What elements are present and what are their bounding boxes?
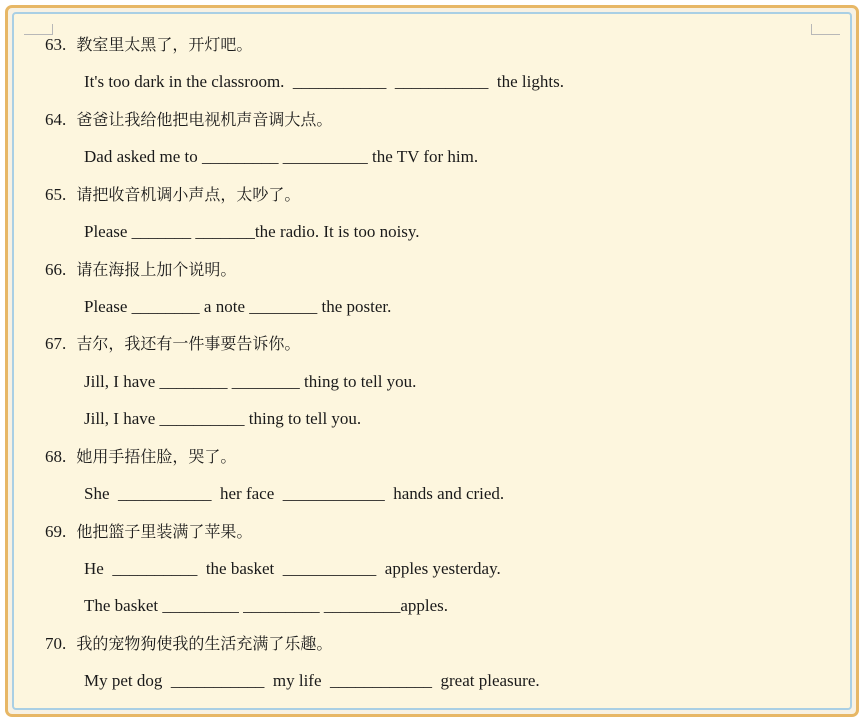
question-text: 吉尔，我还有一件事要告诉你。 — [76, 334, 301, 353]
question-number: 64. — [45, 110, 67, 129]
question-70 — [45, 634, 332, 654]
question-text: 爸爸让我给他把电视机声音调大点。 — [76, 110, 333, 129]
question-66 — [45, 260, 236, 280]
answer-line-67b: Jill, I have __________ thing to tell you. — [84, 409, 362, 428]
answer-line-70: My pet dog ___________ my life ____________ great pleasure. — [84, 671, 540, 690]
answer-line-65: Please _______ _______the radio. It is too noisy. — [84, 222, 420, 241]
question-text: 她用手捂住脸，哭了。 — [76, 447, 237, 466]
question-number: 68. — [45, 447, 67, 466]
question-65 — [45, 185, 300, 205]
question-number: 67. — [45, 334, 67, 353]
question-68 — [45, 447, 236, 467]
corner-mark-top-left — [24, 24, 53, 35]
question-67 — [45, 334, 300, 354]
question-number: 63. — [45, 35, 67, 54]
answer-line-69b: The basket _________ _________ _________apples. — [84, 596, 449, 615]
question-text: 请在海报上加个说明。 — [76, 260, 237, 279]
answer-line-64: Dad asked me to _________ __________ the TV for him. — [84, 147, 479, 166]
answer-line-68: She ___________ her face ____________ hands and cried. — [84, 484, 505, 503]
question-text: 他把篮子里装满了苹果。 — [76, 522, 253, 541]
corner-mark-top-right — [811, 24, 840, 35]
question-63 — [45, 35, 252, 55]
answer-line-66: Please ________ a note ________ the poster. — [84, 297, 392, 316]
answer-line-63: It's too dark in the classroom. ___________ ___________ the lights. — [84, 72, 564, 91]
question-text: 请把收音机调小声点，太吵了。 — [76, 185, 301, 204]
question-text: 教室里太黑了，开灯吧。 — [76, 35, 253, 54]
question-number: 65. — [45, 185, 67, 204]
question-64 — [45, 110, 332, 130]
question-number: 70. — [45, 634, 67, 653]
question-number: 69. — [45, 522, 67, 541]
question-number: 66. — [45, 260, 67, 279]
answer-line-69a: He __________ the basket ___________ apples yesterday. — [84, 559, 501, 578]
question-text: 我的宠物狗使我的生活充满了乐趣。 — [76, 634, 333, 653]
question-69 — [45, 522, 252, 542]
answer-line-67a: Jill, I have ________ ________ thing to tell you. — [84, 372, 417, 391]
